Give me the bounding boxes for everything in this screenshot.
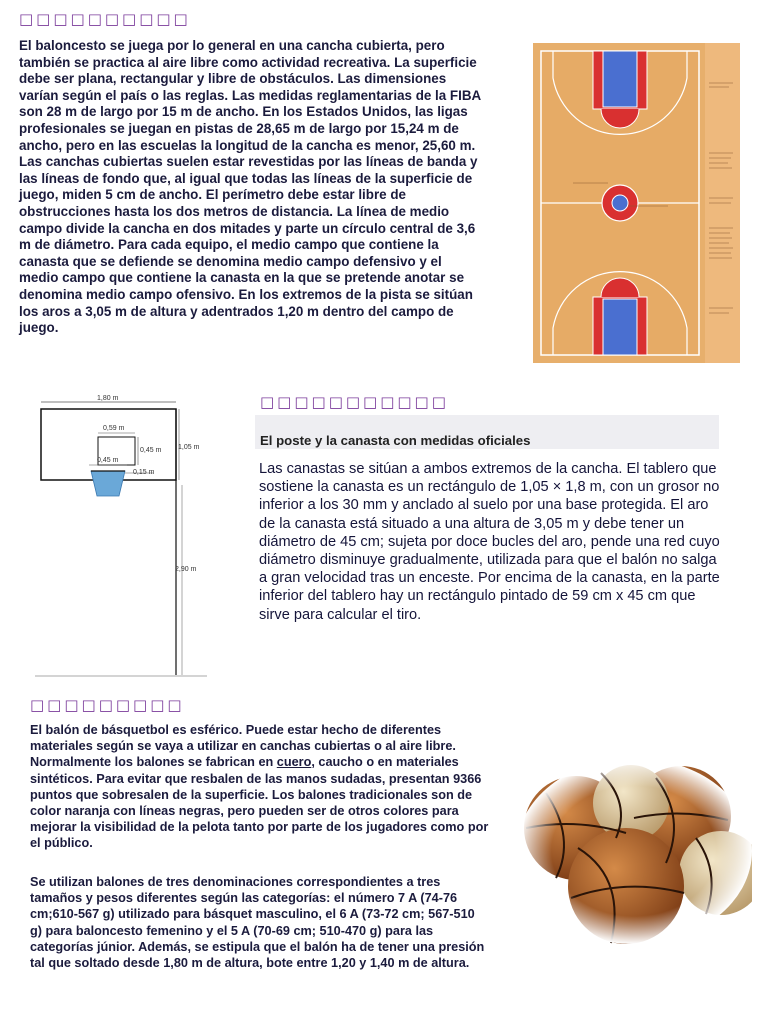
section-heading-balon: □□□□□□□□□ <box>30 696 185 714</box>
label-inner-height: 0,45 m <box>140 447 162 454</box>
label-board-height: 1,05 m <box>178 444 200 451</box>
subtitle-box <box>255 415 719 449</box>
cuero-link[interactable]: cuero <box>276 755 312 770</box>
label-pole-height: 2,90 m <box>175 566 197 573</box>
court-diagram-image <box>533 43 740 363</box>
subtitle-canasta: El poste y la canasta con medidas oficiales <box>260 433 531 448</box>
backboard-svg <box>35 395 215 680</box>
basketballs-svg <box>516 758 752 944</box>
paragraph-canasta: Las canastas se sitúan a ambos extremos de la cancha. El tablero que sostiene la canasta es un rectángulo de 1,05 × 1,8 m, con un grosor no inferior a los 30 mm y anclado al suelo por una base protegida. El aro de la canasta está situado a una altura de 3,05 m y debe tener un diámetro de 45 cm; sujeta por doce bucles del aro, pende una red cuyo diámetro disminuye gradualmente, utilizada para que el balón no salga a gran velocidad tras un enceste. Por encima de la canasta, en la parte inferior del tablero hay un rectángulo pintado de 59 cm x 45 cm que sirve para calcular el tiro. <box>259 461 720 623</box>
label-inner-width: 0,59 m <box>103 425 125 432</box>
section-heading-canasta: □□□□□□□□□□□ <box>260 393 449 411</box>
label-rim: 0,45 m <box>97 457 119 464</box>
basketballs-image <box>516 758 752 944</box>
paragraph-balon-b: Se utilizan balones de tres denominaciones correspondientes a tres tamaños y pesos diferentes según las categorías: el número 7 A (74-76 cm;610-567 g) utilizado para básquet masculino, el 6 A (73-72 cm; 567-510 g) para baloncesto femenino y el 5 A (70-69 cm; 510-470 g) para las categorías júnior. Además, se estipula que el balón ha de tener una presión tal que soltado desde 1,80 m de altura, bote entre 1,20 y 1,40 m de altura. <box>30 875 485 971</box>
label-width: 1,80 m <box>97 395 119 402</box>
court-svg <box>533 43 740 363</box>
balon-text-before: El balón de básquetbol es esférico. Puede estar hecho de diferentes materiales según se vaya a utilizar en canchas cubiertas o al aire libre. Normalmente los balones se fabrican en <box>30 723 456 770</box>
paragraph-cancha: El baloncesto se juega por lo general en una cancha cubierta, pero también se practica al aire libre como actividad recreativa. La superficie debe ser plana, rectangular y libre de obstáculos. Las dimensiones varían según el país o las reglas. Las medidas reglamentarias de la FIBA son 28 m de largo por 15 m de ancho. En los Estados Unidos, las ligas profesionales se juegan en pistas de 28,65 m de largo por 15,24 m de ancho, pero en las escuelas la longitud de la cancha es menor, 25,60 m. Las canchas cubiertas suelen estar revestidas por las líneas de banda y las líneas de fondo que, al igual que todas las líneas de la superficie de juego, miden 5 cm de ancho. El perímetro debe estar libre de obstrucciones hasta los dos metros de distancia. La línea de medio campo divide la cancha en dos mitades y parte un círculo central de 3,6 m de diámetro. Para cada equipo, el medio campo que contiene la canasta que se defiende se denomina medio campo defensivo y el medio campo que contiene la canasta en la que se pretende anotar se denomina medio campo ofensivo. En los extremos de la pista se sitúan los aros a 3,05 m de altura y adentrados 1,20 m dentro del campo de juego. <box>19 38 481 336</box>
label-offset: 0,15 m <box>133 469 155 476</box>
section-heading-cancha: □□□□□□□□□□ <box>19 10 191 28</box>
balon-text-after: , caucho o en materiales sintéticos. Para evitar que resbalen de las manos sudadas, presentan 9366 puntos que sobresalen de la superficie. Los balones tradicionales son de color naranja con líneas negras, pero pueden ser de otros colores para mejorar la visibilidad de la pelota tanto por parte de los jugadores como por el público. <box>30 755 489 851</box>
backboard-diagram <box>35 395 215 680</box>
paragraph-balon-a <box>30 722 490 852</box>
